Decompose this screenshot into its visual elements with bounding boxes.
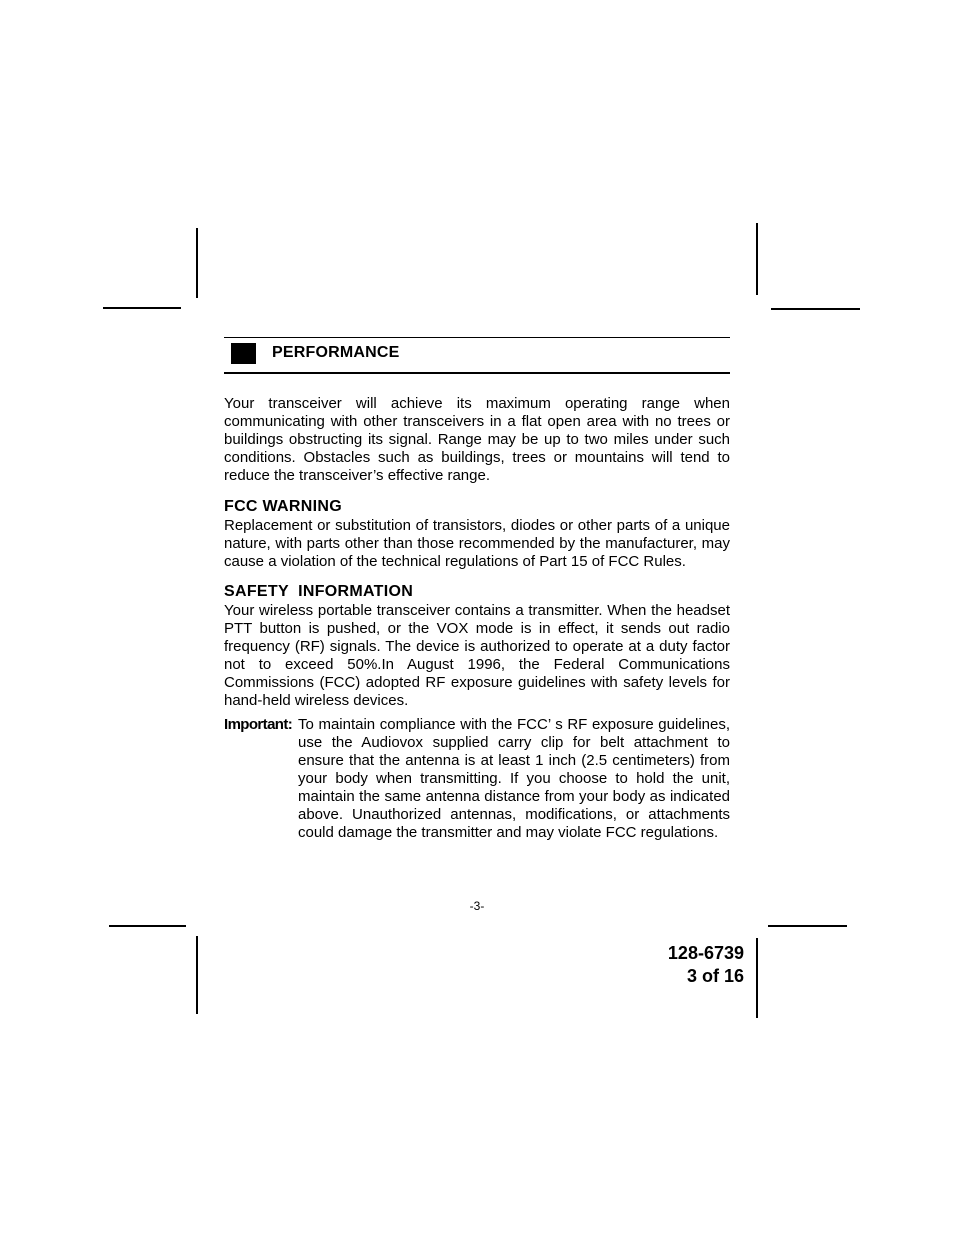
crop-mark-top-left-vertical <box>196 228 198 298</box>
fcc-warning-paragraph: Replacement or substitution of transistors, diodes or other parts of a unique nature, with parts other than those recommended by the manufacturer, may cause a violation of the technical regulations of Part 15 of FCC Rules. <box>224 517 730 570</box>
section-marker-box <box>231 343 256 364</box>
performance-paragraph: Your transceiver will achieve its maximum operating range when communicating with other transceivers in a flat open area with no trees or buildings obstructing its signal. Range may be up to two miles under such conditions. Obstacles such as buildings, trees or mountains will tend to reduce the transceiver’s effective range. <box>224 395 730 484</box>
document-id <box>668 942 744 988</box>
safety-information-heading: SAFETY INFORMATION <box>224 583 414 600</box>
page-count: 3 of 16 <box>686 966 744 986</box>
crop-mark-top-right-horizontal <box>771 308 860 310</box>
crop-mark-top-right-vertical <box>756 223 758 295</box>
section-bottom-rule <box>224 372 730 374</box>
fcc-warning-heading: FCC WARNING <box>224 498 342 515</box>
crop-mark-bottom-right-vertical <box>756 938 758 1018</box>
crop-mark-bottom-left-horizontal <box>109 925 186 927</box>
page-number: -3- <box>469 899 485 913</box>
safety-information-paragraph: Your wireless portable transceiver contains a transmitter. When the headset PTT button is pushed, or the VOX mode is in effect, it sends out radio frequency (RF) signals. The device is authorized to operate at a duty factor not to exceed 50%.In August 1996, the Federal Communications Commissions (FCC) adopted RF exposure guidelines with safety levels for hand-held wireless devices. <box>224 602 730 709</box>
section-top-rule <box>224 337 730 338</box>
crop-mark-bottom-left-vertical <box>196 936 198 1014</box>
crop-mark-bottom-right-horizontal <box>768 925 847 927</box>
section-title: PERFORMANCE <box>272 344 400 361</box>
important-label: Important: <box>224 716 293 733</box>
crop-mark-top-left-horizontal <box>103 307 181 309</box>
document-number: 128-6739 <box>667 943 744 963</box>
important-paragraph: To maintain compliance with the FCC’ s RF exposure guidelines, use the Audiovox supplied carry clip for belt attachment to ensure that the antenna is at least 1 inch (2.5 centimeters) from your body when transmitting. If you choose to hold the unit, maintain the same antenna distance from your body as indicated above. Unauthorized antennas, modifications, or attachments could damage the transmitter and may violate FCC regulations. <box>298 716 730 841</box>
